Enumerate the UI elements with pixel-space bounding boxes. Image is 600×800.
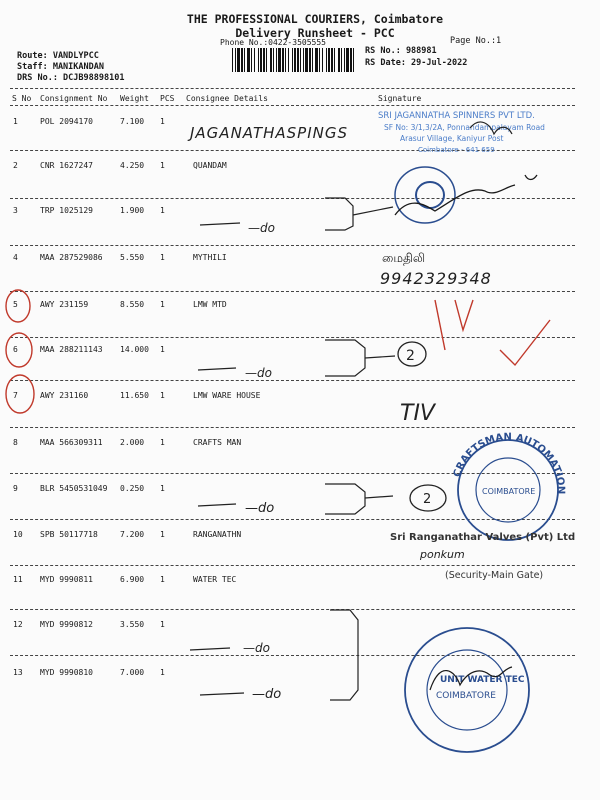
row-consignment: MAA 287529086 xyxy=(40,253,103,262)
row-consignment: CNR 1627247 xyxy=(40,161,93,170)
row-sno: 6 xyxy=(13,345,18,354)
row-sno: 8 xyxy=(13,438,18,447)
row9-count: 2 xyxy=(423,492,432,507)
row-pcs: 1 xyxy=(160,620,165,629)
row-consignment: TRP 1025129 xyxy=(40,206,93,215)
craftsman-stamp-inner-text: COIMBATORE xyxy=(482,487,536,496)
jagannatha-stamp-line2: SF No: 3/1,3/2A, Ponnandampalayam Road xyxy=(384,123,545,132)
row-weight: 11.650 xyxy=(120,391,149,400)
row-pcs: 1 xyxy=(160,206,165,215)
row-pcs: 1 xyxy=(160,484,165,493)
row-weight: 8.550 xyxy=(120,300,145,309)
header-divider-top xyxy=(10,88,575,89)
row-sno: 13 xyxy=(13,668,23,677)
rs-date: RS Date: 29-Jul-2022 xyxy=(365,58,468,68)
rs-number: RS No.: 988981 xyxy=(365,46,437,56)
barcode-bar xyxy=(232,48,233,72)
staff-label: Staff: MANIKANDAN xyxy=(17,62,104,72)
col-signature: Signature xyxy=(378,94,422,103)
row-consignment: MYD 9990812 xyxy=(40,620,93,629)
page-number: Page No.:1 xyxy=(450,36,502,46)
ranganathar-signature: ponkum xyxy=(420,548,465,561)
barcode-bar xyxy=(282,48,284,72)
row-details: MYTHILI xyxy=(193,253,227,262)
barcode-bar xyxy=(241,48,243,72)
row-divider xyxy=(10,655,575,656)
barcode-bar xyxy=(288,48,289,72)
barcode-bar xyxy=(309,48,311,72)
jagannatha-stamp-line1: SRI JAGANNATHA SPINNERS PVT LTD. xyxy=(378,111,535,121)
row-sno: 11 xyxy=(13,575,23,584)
row-pcs: 1 xyxy=(160,253,165,262)
barcode-bar xyxy=(260,48,262,72)
row1-handwritten-name: JAGANATHASPINGS xyxy=(190,124,349,142)
row-pcs: 1 xyxy=(160,668,165,677)
row-consignment: MYD 9990811 xyxy=(40,575,93,584)
barcode-bar xyxy=(350,48,352,72)
col-sno: S No xyxy=(12,94,32,103)
table-row xyxy=(0,243,600,296)
row6-ditto: —do xyxy=(245,366,272,380)
craftsman-stamp-arc: CRAFTSMAN AUTOMATION xyxy=(451,431,567,495)
barcode-bar xyxy=(305,48,308,72)
row4-phone-handwritten: 9942329348 xyxy=(380,269,492,288)
barcode-bar xyxy=(244,48,245,72)
row-sno: 2 xyxy=(13,161,18,170)
row-sno: 5 xyxy=(13,300,18,309)
row-pcs: 1 xyxy=(160,391,165,400)
barcode-bar xyxy=(326,48,327,72)
row-sno: 1 xyxy=(13,117,18,126)
ranganathar-security: (Security-Main Gate) xyxy=(445,570,544,581)
barcode-bar xyxy=(251,48,252,72)
row-weight: 2.000 xyxy=(120,438,145,447)
row-weight: 3.550 xyxy=(120,620,145,629)
watertec-stamp-inner-text: COIMBATORE xyxy=(436,691,496,701)
barcode-bar xyxy=(294,48,296,72)
barcode-bar xyxy=(266,48,267,72)
row-pcs: 1 xyxy=(160,300,165,309)
jagannatha-stamp-line4: Coimbatore - 641 659 xyxy=(418,146,495,154)
barcode-bar xyxy=(322,48,323,72)
col-weight: Weight xyxy=(120,94,149,103)
row-pcs: 1 xyxy=(160,438,165,447)
row4-tamil-name: மைதிலி xyxy=(382,251,426,265)
barcode-bar xyxy=(285,48,286,72)
row-consignment: MAA 288211143 xyxy=(40,345,103,354)
barcode-bar xyxy=(319,48,320,72)
row7-tiv-handwritten: TIV xyxy=(400,401,435,426)
barcode-bar xyxy=(235,48,236,72)
row-pcs: 1 xyxy=(160,530,165,539)
row-weight: 0.250 xyxy=(120,484,145,493)
row-weight: 6.900 xyxy=(120,575,145,584)
row9-ditto: —do xyxy=(245,501,275,516)
barcode-bar xyxy=(344,48,345,72)
row-weight: 14.000 xyxy=(120,345,149,354)
barcode-bar xyxy=(303,48,304,72)
row-weight: 5.550 xyxy=(120,253,145,262)
row-sno: 4 xyxy=(13,253,18,262)
row-consignment: MAA 566309311 xyxy=(40,438,103,447)
row-consignment: MYD 9990810 xyxy=(40,668,93,677)
barcode-bar xyxy=(341,48,342,72)
row-details: CRAFTS MAN xyxy=(193,438,242,447)
jagannatha-stamp-line3: Arasur Village, Kaniyur Post xyxy=(400,134,504,143)
row-sno: 3 xyxy=(13,206,18,215)
row-pcs: 1 xyxy=(160,117,165,126)
col-consignment: Consignment No xyxy=(40,94,108,103)
row-weight: 4.250 xyxy=(120,161,145,170)
row-sno: 10 xyxy=(13,530,23,539)
barcode-bar xyxy=(331,48,333,72)
barcode-bar xyxy=(276,48,277,72)
row-sno: 12 xyxy=(13,620,23,629)
row-details: QUANDAM xyxy=(193,161,227,170)
barcode-bar xyxy=(297,48,299,72)
barcode-bar xyxy=(254,48,255,72)
barcode-bar xyxy=(278,48,281,72)
drs-number: DRS No.: DCJB98898101 xyxy=(17,73,125,83)
row12-ditto: —do xyxy=(243,641,270,655)
row-details: LMW WARE HOUSE xyxy=(193,391,261,400)
row-details: RANGANATHN xyxy=(193,530,242,539)
barcode-bar xyxy=(300,48,301,72)
barcode-bar xyxy=(328,48,330,72)
barcode-bar xyxy=(334,48,335,72)
barcode-bar xyxy=(353,48,354,72)
phone-number: Phone No.:0422-3505555 xyxy=(220,38,326,47)
barcode-bar xyxy=(346,48,349,72)
barcode-bar xyxy=(315,48,318,72)
row3-ditto: —do xyxy=(248,221,275,235)
ranganathar-stamp: Sri Ranganathar Valves (Pvt) Ltd xyxy=(390,532,576,543)
barcode-image xyxy=(232,48,356,72)
row-weight: 7.100 xyxy=(120,117,145,126)
table-row xyxy=(0,658,600,711)
barcode-bar xyxy=(270,48,272,72)
barcode-bar xyxy=(312,48,313,72)
company-title: THE PROFESSIONAL COURIERS, Coimbatore xyxy=(186,12,444,26)
sheet-title: Delivery Runsheet - PCC xyxy=(235,26,395,40)
row-pcs: 1 xyxy=(160,345,165,354)
row-details: LMW MTD xyxy=(193,300,227,309)
row-weight: 7.000 xyxy=(120,668,145,677)
col-details: Consignee Details xyxy=(186,94,268,103)
col-pcs: PCS xyxy=(160,94,175,103)
barcode-bar xyxy=(292,48,293,72)
row13-ditto: —do xyxy=(252,687,282,702)
row-pcs: 1 xyxy=(160,575,165,584)
barcode-bar xyxy=(338,48,340,72)
barcode-bar xyxy=(258,48,259,72)
row-details: WATER TEC xyxy=(193,575,237,584)
row-pcs: 1 xyxy=(160,161,165,170)
barcode-bar xyxy=(247,48,250,72)
row-consignment: AWY 231160 xyxy=(40,391,89,400)
row-consignment: POL 2094170 xyxy=(40,117,93,126)
table-row xyxy=(0,196,600,249)
route-label: Route: VANDLYPCC xyxy=(17,51,99,61)
row-weight: 1.900 xyxy=(120,206,145,215)
row-sno: 9 xyxy=(13,484,18,493)
barcode-bar xyxy=(237,48,240,72)
row6-count: 2 xyxy=(406,348,415,364)
row-consignment: SPB 50117718 xyxy=(40,530,98,539)
header-divider-bottom xyxy=(10,105,575,106)
row-consignment: AWY 231159 xyxy=(40,300,89,309)
row-weight: 7.200 xyxy=(120,530,145,539)
barcode-bar xyxy=(263,48,265,72)
watertec-stamp-text: UNIT WATER TEC xyxy=(440,675,525,685)
barcode-bar xyxy=(273,48,274,72)
row-sno: 7 xyxy=(13,391,18,400)
row-consignment: BLR 5450531049 xyxy=(40,484,108,493)
